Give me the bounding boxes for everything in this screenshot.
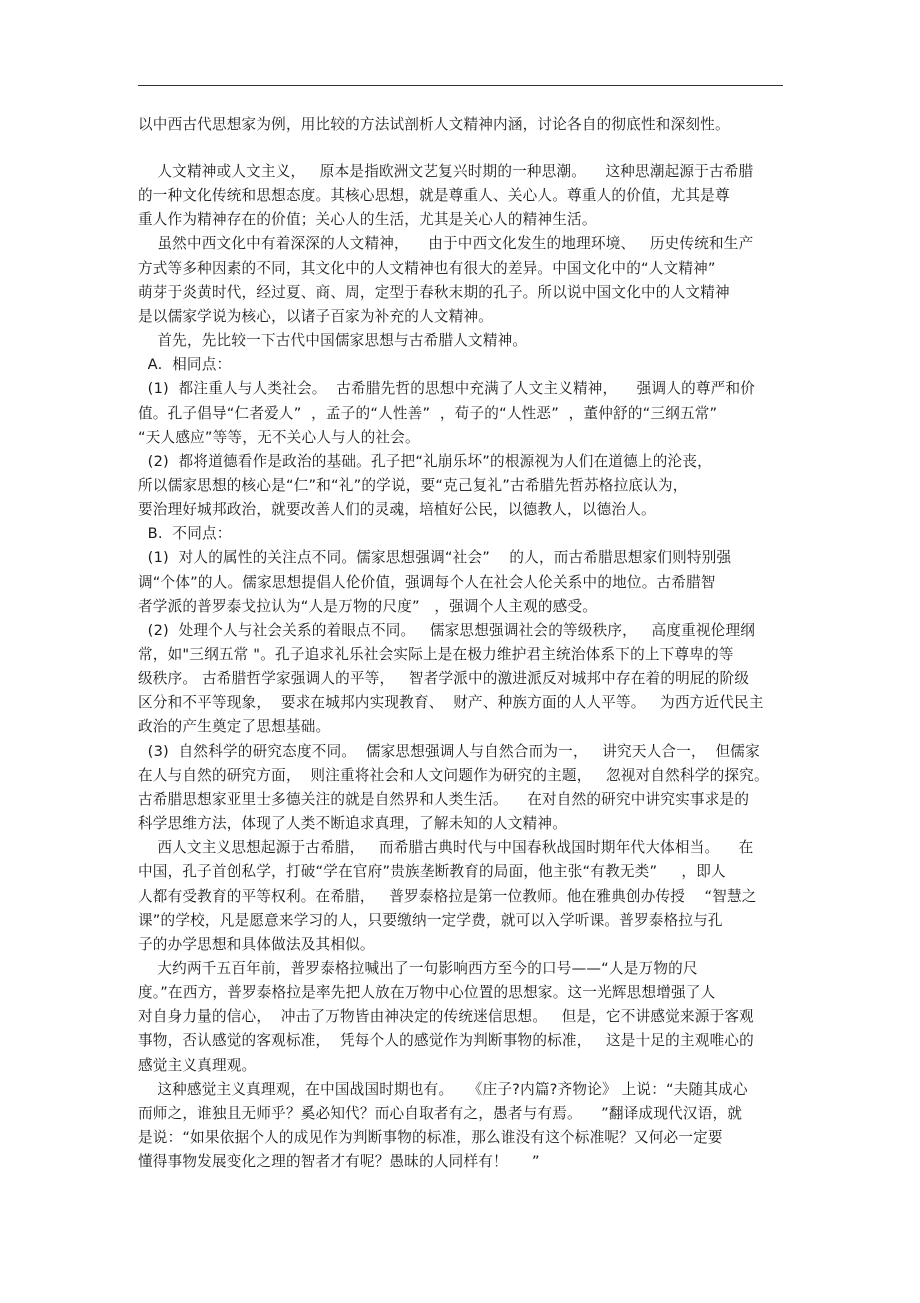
text-line: A. 相同点： <box>138 356 232 374</box>
text-line: 中国，孔子首创私学，打破“学在官府”贵族垄断教育的局面，他主张“有教无类” ，即人 <box>138 863 726 881</box>
text-line: 而师之，谁独且无师乎？奚必知代？而心自取者有之，愚者与有焉。 ”翻译成现代汉语，就 <box>138 1104 743 1122</box>
text-line: 者学派的普罗泰戈拉认为“人是万物的尺度” ，强调个人主观的感受。 <box>138 597 598 615</box>
text-line: 虽然中西文化中有着深深的人文精神， 由于中西文化发生的地理环境、 历史传统和生产 <box>138 235 754 253</box>
text-line: 政治的产生奠定了思想基础。 <box>138 718 331 736</box>
text-line: 级秩序。 古希腊哲学家强调人的平等， 智者学派中的激进派反对城邦中存在着的明屁的阶级 <box>138 670 750 688</box>
text-line: 在人与自然的研究方面， 则注重将社会和人文问题作为研究的主题， 忽视对自然科学的探究。 <box>138 766 769 784</box>
text-line: 所以儒家思想的核心是“仁”和“礼”的学说，要“克己复礼”古希腊先哲苏格拉底认为， <box>138 476 688 494</box>
text-line: 常，如"三纲五常 "。孔子追求礼乐社会实际上是在极力维护君主统治体系下的上下尊卑的等 <box>138 646 734 663</box>
text-line: 重人作为精神存在的价值；关心人的生活，尤其是关心人的精神生活。 <box>138 211 597 229</box>
header-rule <box>138 85 783 86</box>
text-line: 西人文主义思想起源于古希腊， 而希腊古典时代与中国春秋战国时期年代大体相当。 在 <box>138 839 754 857</box>
text-line: 调“个体”的人。儒家思想提倡人伦价值，强调每个人在社会人伦关系中的地位。古希腊智 <box>138 573 716 591</box>
text-line: 区分和不平等现象， 要求在城邦内实现教育、 财产、种族方面的人人平等。 为西方近代民主 <box>138 694 764 712</box>
text-line: 古希腊思想家亚里士多德关注的就是自然界和人类生活。 在对自然的研究中讲究实事求是的 <box>138 790 750 808</box>
text-line: 科学思维方法，体现了人类不断追求真理，了解未知的人文精神。 <box>138 815 568 833</box>
text-line: 人文精神或人文主义， 原本是指欧洲文艺复兴时期的一种思潮。 这种思潮起源于古希腊 <box>138 163 754 180</box>
text-line: 这种感觉主义真理观，在中国战国时期也有。 《庄子?内篇?齐物论》 上说：“夫随其成心 <box>138 1080 748 1098</box>
text-line: 是以儒家学说为核心，以诸子百家为补充的人文精神。 <box>138 307 494 325</box>
text-line: 值。孔子倡导“仁者爱人” ，孟子的“人性善” ，荀子的“人性恶” ，董仲舒的“三纲五常” <box>138 404 718 422</box>
text-line: 大约两千五百年前，普罗泰格拉喊出了一句影响西方至今的口号——“人是万物的尺 <box>138 959 698 977</box>
text-line: 对自身力量的信心， 冲击了万物皆由神决定的传统迷信思想。 但是，它不讲感觉来源于客观 <box>138 1008 754 1026</box>
text-line: (1) 对人的属性的关注点不同。儒家思想强调“社会” 的人，而古希腊思想家们则特别强 <box>138 549 732 567</box>
text-line: 要治理好城邦政治，就要改善人们的灵魂，培植好公民，以德教人，以德治人。 <box>138 501 656 519</box>
text-line: 以中西古代思想家为例，用比较的方法试剖析人文精神内涵，讨论各自的彻底性和深刻性。 <box>138 116 730 133</box>
text-line: “天人感应”等等，无不关心人与人的社会。 <box>138 428 420 446</box>
text-line: 首先，先比较一下古代中国儒家思想与古希腊人文精神。 <box>138 332 528 350</box>
text-line: 感觉主义真理观。 <box>138 1056 257 1074</box>
text-line: 人都有受教育的平等权利。在希腊， 普罗泰格拉是第一位教师。他在雅典创办传授 “智慧之 <box>138 887 757 905</box>
text-line: (2) 处理个人与社会关系的着眼点不同。 儒家思想强调社会的等级秩序， 高度重视伦理纲 <box>138 621 756 639</box>
text-line: (3) 自然科学的研究态度不同。 儒家思想强调人与自然合而为一， 讲究天人合一， 但儒家 <box>138 742 760 760</box>
text-line: 事物，否认感觉的客观标准， 凭每个人的感觉作为判断事物的标准， 这是十足的主观唯心的 <box>138 1032 754 1050</box>
text-line: 方式等多种因素的不同，其文化中的人文精神也有很大的差异。中国文化中的“人文精神” <box>138 259 716 277</box>
text-line: 的一种文化传统和思想态度。其核心思想，就是尊重人、关心人。尊重人的价值，尤其是尊 <box>138 187 730 205</box>
text-line: B. 不同点： <box>138 525 232 543</box>
text-line: (2) 都将道德看作是政治的基础。孔子把“礼崩乐坏”的根源视为人们在道德上的沦丧， <box>138 452 712 470</box>
text-line: 是说：“如果依据个人的成见作为判断事物的标准，那么谁没有这个标准呢？又何必一定要 <box>138 1129 723 1146</box>
text-line: 课”的学校，凡是愿意来学习的人，只要缴纳一定学费，就可以入学听课。普罗泰格拉与孔 <box>138 911 723 929</box>
text-line: 懂得事物发展变化之理的智者才有呢？愚昧的人同样有！ ” <box>138 1153 540 1171</box>
text-line: 子的办学思想和具体做法及其相似。 <box>138 935 375 953</box>
text-line: 萌芽于炎黄时代，经过夏、商、周，定型于春秋末期的孔子。所以说中国文化中的人文精神 <box>138 283 730 301</box>
text-line: 度。”在西方，普罗泰格拉是率先把人放在万物中心位置的思想家。这一光辉思想增强了人 <box>138 984 716 1002</box>
text-line: (1) 都注重人与人类社会。 古希腊先哲的思想中充满了人文主义精神， 强调人的尊严和价 <box>138 380 756 398</box>
